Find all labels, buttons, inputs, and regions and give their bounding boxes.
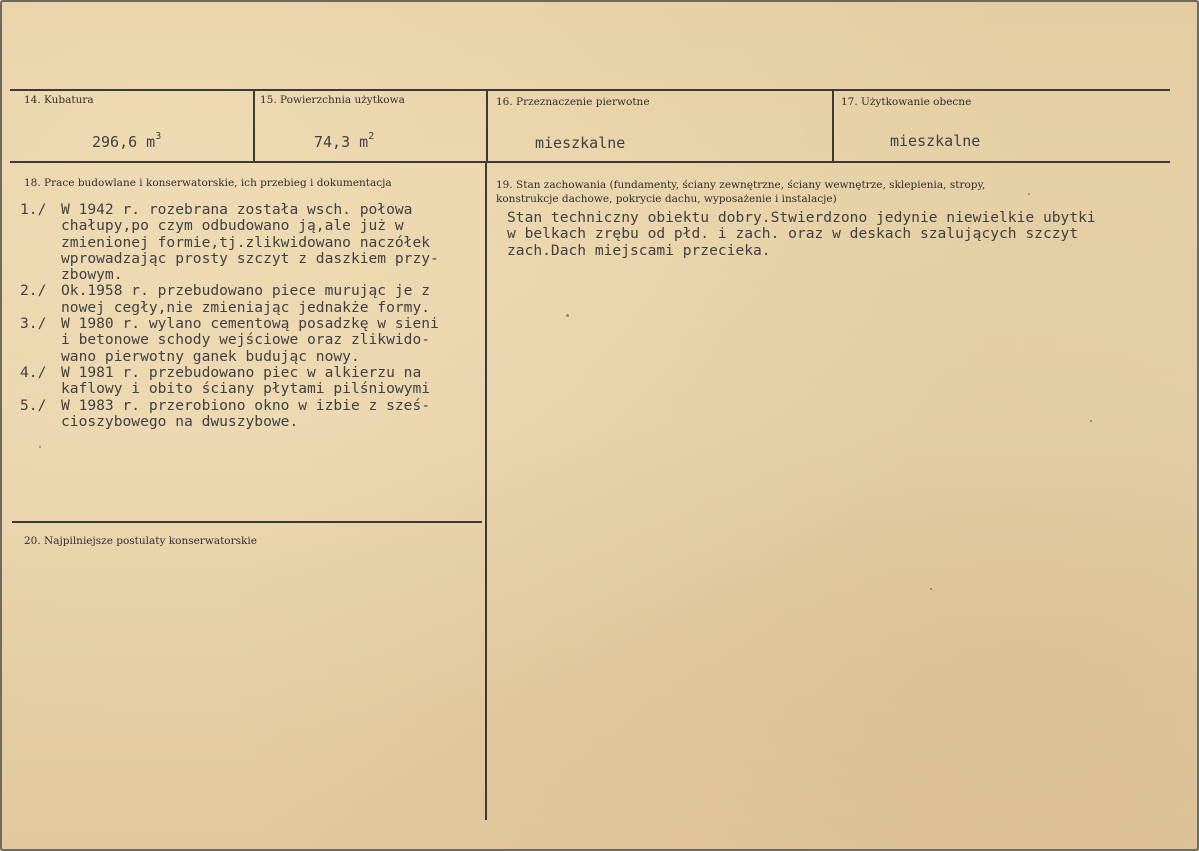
powierzchnia-label: 15. Powierzchnia użytkowa <box>260 94 405 106</box>
prace-item-line: W 1981 r. przebudowano piec w alkierzu na <box>61 363 422 381</box>
paper-speck <box>1028 193 1030 195</box>
row-top-rule <box>10 89 1170 91</box>
row-mid-rule <box>10 161 1170 163</box>
prace-item-line: wprowadzając prosty szczyt z daszkiem przy- <box>61 249 439 267</box>
col-divider-1 <box>253 90 255 161</box>
uzytkowanie-label: 17. Użytkowanie obecne <box>841 96 972 108</box>
prace-label: 18. Prace budowlane i konserwatorskie, ich przebieg i dokumentacja <box>24 177 392 189</box>
prace-item-line: wano pierwotny ganek budując nowy. <box>61 347 360 365</box>
prace-item-number: 5./ <box>20 396 47 414</box>
powierzchnia-value: 74,3 $m^2$ <box>314 131 375 151</box>
prace-item-text <box>61 202 439 283</box>
prace-item-line: chałupy,po czym odbudowano ją,ale już w <box>61 217 404 235</box>
prace-item-line: Ok.1958 r. przebudowano piece murując je z <box>61 282 431 300</box>
paper-speck <box>930 588 932 590</box>
paper-speck <box>39 446 41 448</box>
prace-item-line: kaflowy i obito ściany płytami pilśniowymi <box>61 380 431 398</box>
prace-item <box>20 202 502 283</box>
prace-item <box>20 365 502 398</box>
paper-speck <box>566 314 569 317</box>
przeznaczenie-label: 16. Przeznaczenie pierwotne <box>496 96 650 108</box>
prace-item-number: 3./ <box>20 315 47 333</box>
prace-item-line: zmienionej formie,tj.zlikwidowano naczółek <box>61 233 431 251</box>
kubatura-value: 296,6 $m^3$ <box>92 131 162 151</box>
col-divider-2 <box>486 90 488 161</box>
prace-item-line: W 1980 r. wylano cementową posadzkę w sieni <box>61 315 439 333</box>
prace-item-line: zbowym. <box>61 266 123 284</box>
prace-item-line: i betonowe schody wejściowe oraz zlikwido- <box>61 331 431 349</box>
section-20-rule <box>12 521 482 523</box>
prace-item-text <box>61 316 439 365</box>
uzytkowanie-value: mieszkalne <box>890 132 981 150</box>
prace-item-text <box>61 365 430 398</box>
prace-item-text <box>61 398 430 431</box>
prace-item-line: cioszybowego na dwuszybowe. <box>61 412 299 430</box>
przeznaczenie-value: mieszkalne <box>535 134 626 152</box>
stan-label-line2: konstrukcje dachowe, pokrycie dachu, wyposażenie i instalacje) <box>496 193 837 205</box>
prace-list <box>20 202 502 430</box>
prace-item-number: 1./ <box>20 201 47 218</box>
prace-item-line: nowej cegły,nie zmieniając jednakże formy. <box>61 298 431 316</box>
col-divider-3 <box>832 90 834 161</box>
stan-text: Stan techniczny obiektu dobry.Stwierdzono jedynie niewielkie ubytki w belkach zrębu od płd. i zach. oraz w deskach szalujących szczyt zach.Dach miejscami przecieka. <box>507 209 1096 259</box>
prace-item-line: W 1983 r. przerobiono okno w izbie z sześ- <box>61 396 431 414</box>
kubatura-label: 14. Kubatura <box>24 94 94 106</box>
prace-item <box>20 316 502 365</box>
prace-item <box>20 398 502 431</box>
prace-item-line: W 1942 r. rozebrana została wsch. połowa <box>61 201 413 218</box>
prace-item-number: 2./ <box>20 282 47 300</box>
postulaty-label: 20. Najpilniejsze postulaty konserwatorskie <box>24 535 257 547</box>
prace-item-text <box>61 283 430 316</box>
stan-label-line1: 19. Stan zachowania (fundamenty, ściany zewnętrzne, ściany wewnętrze, sklepienia, stropy, <box>496 179 986 191</box>
prace-item-number: 4./ <box>20 363 47 381</box>
paper-speck <box>1090 420 1092 422</box>
prace-item <box>20 283 502 316</box>
